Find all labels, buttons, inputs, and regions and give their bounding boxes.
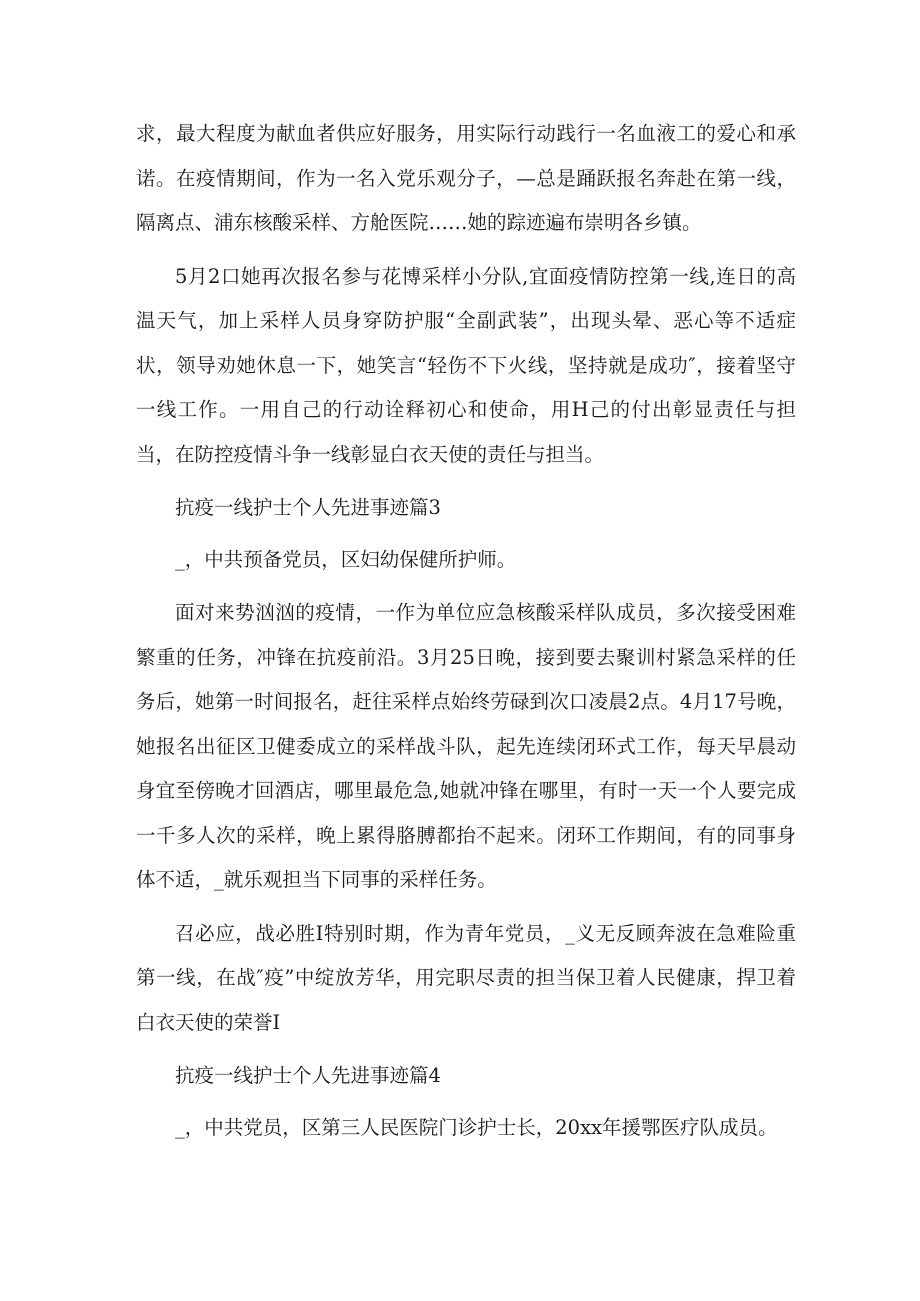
paragraph-continuation: 求，最大程度为献血者供应好服务，用实际行动践行一名血液工的爱心和承诺。在疫情期间，作为一名入党乐观分子，—总是踊跃报名奔赴在第一线，隔离点、浦东核酸采样、方舱医院……她的踪迹遍布崇明各乡镇。 xyxy=(136,122,796,234)
section-heading-3: 抗疫一线护士个人先进事迹篇3 xyxy=(175,496,441,519)
paragraph-summary-3: 召必应，战必胜I特别时期，作为青年党员，_义无反顾奔波在急难险重第一线，在战″疫”中绽放芳华，用完职尽责的担当保卫着人民健康，捍卫着白衣天使的荣誉I xyxy=(136,921,796,1034)
paragraph-intro-4: _，中共党员，区第三人民医院门诊护士长，20xx年援鄂医疗队成员。 xyxy=(175,1115,778,1139)
section-heading-4: 抗疫一线护士个人先进事迹篇4 xyxy=(175,1064,441,1087)
paragraph-intro-3: _，中共预备党员，区妇幼保健所护师。 xyxy=(175,547,517,571)
paragraph-may-sampling: 5月2口她再次报名参与花博采样小分队,宜面疫情防控第一线,连日的高温天气，加上采样人员身穿防护服“全副武装”，出现头晕、恶心等不适症状，领导劝她休息一下，她笑言“轻伤不下火线，坚持就是成功″，接着坚守一线工作。一用自己的行动诠释初心和使命，用H己的付出彰显责任与担当，在防控疫情斗争一线彰显白衣天使的责任与担当。 xyxy=(136,264,796,466)
paragraph-epidemic-response: 面对来势汹汹的疫情，一作为单位应急核酸采样队成员，多次接受困难繁重的任务，冲锋在抗疫前沿。3月25日晚，接到要去聚训村紧急采样的任务后，她第一时间报名，赶往采样点始终劳碌到次口凌晨2点。4月17号晚，她报名出征区卫健委成立的采样战斗队，起先连续闭环式工作，每天早晨动身宜至傍晚才回酒店，哪里最危急,她就冲锋在哪里，有时一天一个人要完成一千多人次的采样，晚上累得胳膊都抬不起来。闭环工作期间，有的同事身体不适，_就乐观担当下同事的采样任务。 xyxy=(136,601,796,891)
document-page xyxy=(136,112,796,1159)
